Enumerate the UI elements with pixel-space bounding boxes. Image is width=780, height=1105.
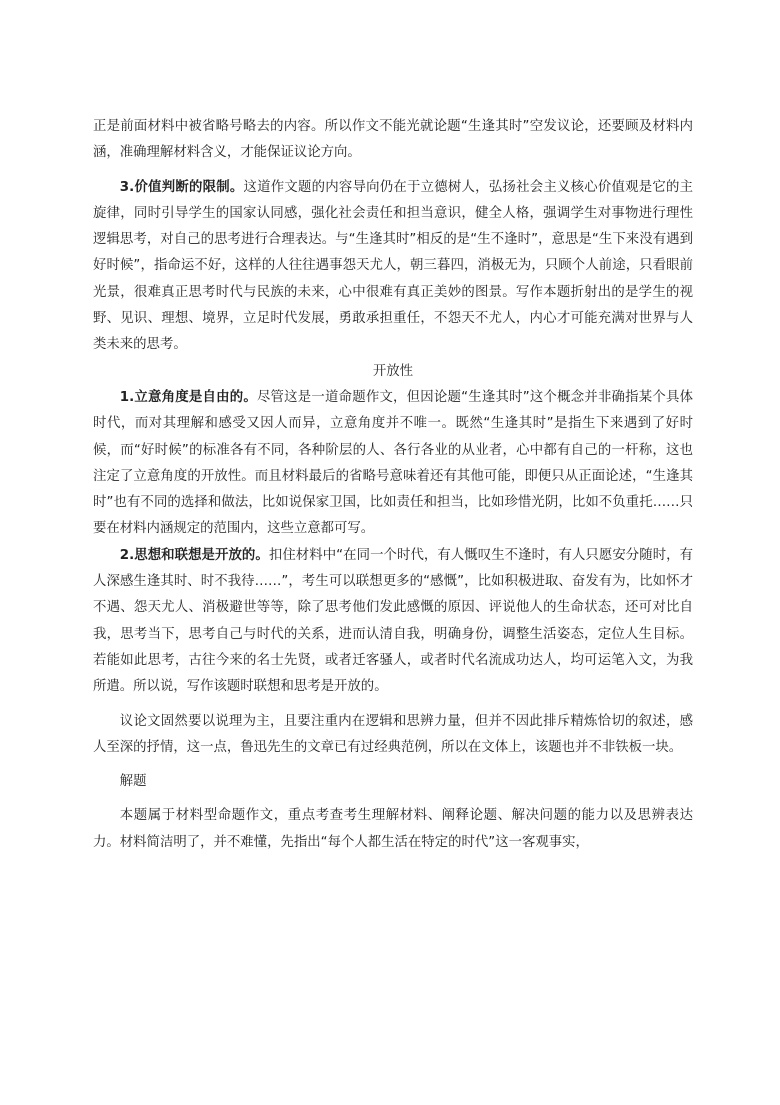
document-body — [93, 114, 693, 856]
paragraph-free-angle — [93, 385, 693, 543]
paragraph-value-judgment — [93, 175, 693, 359]
paragraph-lead: 2.思想和联想是开放的。 — [119, 547, 269, 563]
paragraph-continuation — [93, 114, 693, 167]
paragraph-text: 尽管这是一道命题作文，但因论题“生逢其时”这个概念并非确指某个具体时代，而对其理解和感受又因人而异，立意角度并不唯一。既然“生逢其时”是指生下来遇到了好时候，而“好时候”的标准各有不同，各种阶层的人、各行各业的从业者，心中都有自己的一杆称，这也注定了立意角度的开放性。而且材料最后的省略号意味着还有其他可能，即便只从正面论述，“生逢其时”也有不同的选择和做法，比如说保家卫国，比如责任和担当，比如珍惜光阴，比如不负重托……只要在材料内涵规定的范围内，这些立意都可写。 — [93, 389, 694, 537]
paragraph-text: 这道作文题的内容导向仍在于立德树人，弘扬社会主义核心价值观是它的主旋律，同时引导学生的国家认同感，强化社会责任和担当意识，健全人格，强调学生对事物进行理性逻辑思考，对自己的思考进行合理表达。与“生逢其时”相反的是“生不逢时”，意思是“生下来没有遇到好时候”，指命运不好，这样的人往往遇事怨天尤人，朝三暮四，消极无为，只顾个人前途，只看眼前光景，很难真正思考时代与民族的未来，心中很难有真正美妙的图景。写作本题折射出的是学生的视野、见识、理想、境界，立足时代发展，勇敢承担重任，不怨天不尤人，内心才可能充满对世界与人类未来的思考。 — [93, 179, 694, 353]
paragraph-text: 扣住材料中“在同一个时代，有人慨叹生不逢时，有人只愿安分随时，有人深感生逢其时、时不我待……”，考生可以联想更多的“感慨”，比如积极进取、奋发有为，比如怀才不遇、怨天尤人、消极避世等等，除了思考他们发此感慨的原因、评说他人的生命状态，还可对比自我，思考当下，思考自己与时代的关系，进而认清自我，明确身份，调整生活姿态，定位人生目标。若能如此思考，古往今来的名士先贤，或者迁客骚人，或者时代名流成功达人，均可运笔入文，为我所遣。所以说，写作该题时联想和思考是开放的。 — [93, 547, 694, 695]
paragraph-lead: 3.价值判断的限制。 — [119, 179, 244, 195]
paragraph-solution-text — [93, 803, 693, 856]
paragraph-open-thinking — [93, 543, 693, 701]
paragraph-lead: 1.立意角度是自由的。 — [119, 389, 257, 405]
paragraph-text: 解题 — [119, 774, 147, 790]
paragraph-text: 本题属于材料型命题作文，重点考查考生理解材料、阐释论题、解决问题的能力以及思辨表达力。材料简洁明了，并不难懂，先指出“每个人都生活在特定的时代”这一客观事实， — [93, 808, 693, 850]
section-heading-openness — [93, 359, 693, 385]
paragraph-solution-label — [93, 769, 693, 795]
paragraph-text: 正是前面材料中被省略号略去的内容。所以作文不能光就论题“生逢其时”空发议论，还要顾及材料内涵，准确理解材料含义，才能保证议论方向。 — [93, 119, 693, 161]
paragraph-text: 议论文固然要以说理为主，且要注重内在逻辑和思辨力量，但并不因此排斥精炼恰切的叙述，感人至深的抒情，这一点，鲁迅先生的文章已有过经典范例，所以在文体上，该题也并不非铁板一块。 — [93, 713, 693, 755]
section-heading-text: 开放性 — [372, 363, 414, 379]
paragraph-genre-note — [93, 709, 693, 762]
